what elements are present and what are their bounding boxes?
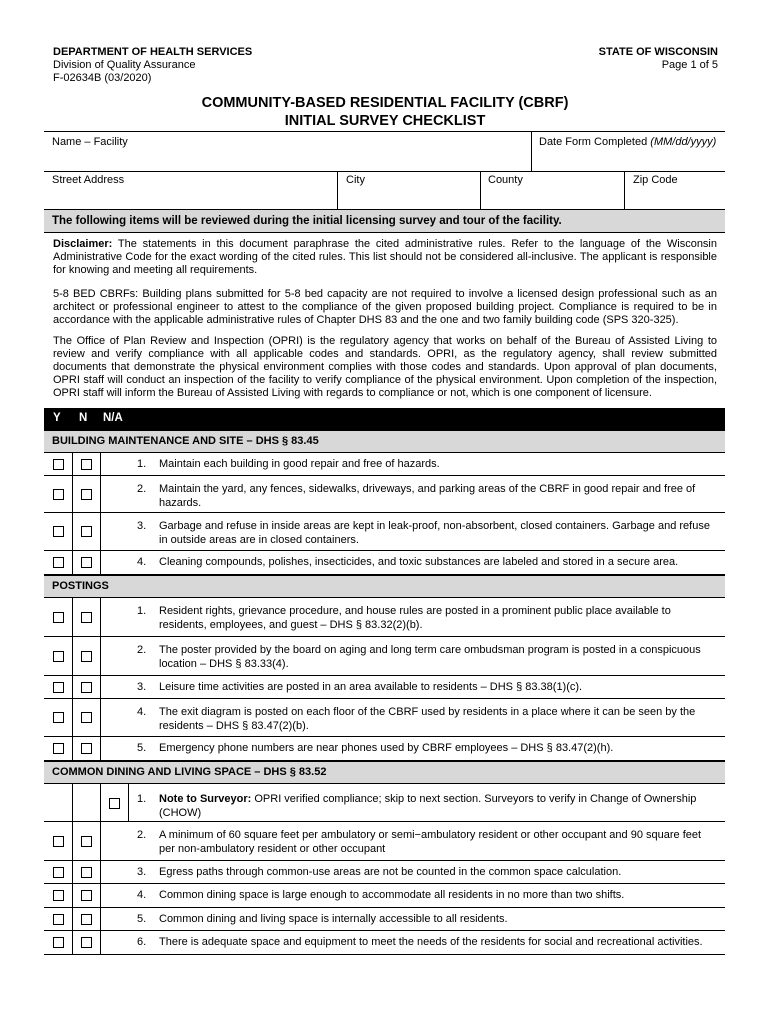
item-number: 5. [137, 742, 147, 754]
section-building: BUILDING MAINTENANCE AND SITE – DHS § 83.45 [44, 430, 725, 453]
item-text: Common dining and living space is internally accessible to all residents. [159, 913, 508, 925]
item-number: 6. [137, 936, 147, 948]
disclaimer-text: The statements in this document paraphrase the cited administrative rules. Refer to the language of the Wisconsin Administrative Code for the exact wording of the cited rules. This list should not be considered all-inclusive. The applicant is responsible for knowing and meeting all requirements. [53, 238, 717, 276]
yes-checkbox[interactable] [53, 489, 64, 500]
title-line-1: COMMUNITY-BASED RESIDENTIAL FACILITY (CBRF) [201, 95, 569, 111]
yes-checkbox[interactable] [53, 459, 64, 470]
date-completed-field[interactable] [539, 136, 716, 149]
note-label: Note to Surveyor: [159, 793, 252, 805]
zip-code-field[interactable]: Zip Code [633, 174, 678, 186]
item-number: 2. [137, 829, 147, 841]
item-text: Maintain each building in good repair and free of hazards. [159, 458, 440, 470]
county-field[interactable]: County [488, 174, 523, 186]
checklist-row [44, 453, 725, 476]
item-text: Cleaning compounds, polishes, insecticides, and toxic substances are labeled and stored in a secure area. [159, 556, 679, 568]
no-checkbox[interactable] [81, 867, 92, 878]
na-checkbox[interactable] [109, 798, 120, 809]
no-checkbox[interactable] [81, 459, 92, 470]
no-checkbox[interactable] [81, 489, 92, 500]
section-dining: COMMON DINING AND LIVING SPACE – DHS § 83.52 [44, 761, 725, 784]
plans-paragraph: 5-8 BED CBRFs: Building plans submitted for 5-8 bed capacity are not required to involve a licensed design professional such as an architect or professional engineer to attest to the compliance of the given proposed building project. Compliance is required to be in accordance with the applicable administrative rules of Chapter DHS 83 and the one and two family building code (SPS 320-325). [53, 288, 717, 326]
opri-paragraph: The Office of Plan Review and Inspection (OPRI) is the regulatory agency that works on behalf of the Bureau of Assisted Living to review and verify compliance with all applicable codes and standards. OPRI, as the regulatory agency, shall review submitted documents that demonstrate the physical environment complies with those codes and standards. Upon approval of plan documents, OPRI staff will conduct an inspection of the facility to verify compliance of the physical environment. Upon completion of the inspection, OPRI staff will inform the Bureau of Assisted Living with regards to compliance or not, which is one component of licensure. [53, 335, 717, 399]
checklist-row [44, 513, 725, 551]
yes-checkbox[interactable] [53, 937, 64, 948]
yes-checkbox[interactable] [53, 526, 64, 537]
checklist-row [44, 676, 725, 699]
no-checkbox[interactable] [81, 526, 92, 537]
item-text: There is adequate space and equipment to meet the needs of the residents for social and recreational activities. [159, 936, 703, 948]
yes-checkbox[interactable] [53, 682, 64, 693]
item-text: Garbage and refuse in inside areas are kept in leak-proof, non-absorbent, closed containers. Garbage and refuse in outside areas are in closed containers. [159, 520, 710, 546]
checklist-row [44, 861, 725, 884]
item-text: The poster provided by the board on aging and long term care ombudsman program is posted in a conspicuous location – DHS § 83.33(4). [159, 644, 701, 670]
no-checkbox[interactable] [81, 836, 92, 847]
item-number: 1. [137, 458, 147, 470]
street-address-field[interactable]: Street Address [52, 174, 125, 186]
checklist-row [44, 598, 725, 637]
no-checkbox[interactable] [81, 557, 92, 568]
item-number: 2. [137, 483, 147, 495]
item-text: Egress paths through common-use areas are not be counted in the common space calculation. [159, 866, 622, 878]
no-checkbox[interactable] [81, 914, 92, 925]
item-text: The exit diagram is posted on each floor of the CBRF used by residents in a place where it can be seen by the residents – DHS § 83.47(2)(b). [159, 706, 696, 732]
date-completed-label: Date Form Completed [539, 136, 648, 148]
facility-fields [44, 131, 725, 209]
column-y: Y [53, 412, 61, 424]
section-postings: POSTINGS [44, 575, 725, 598]
item-number: 4. [137, 889, 147, 901]
state-name: STATE OF WISCONSIN [598, 46, 718, 58]
item-number: 1. [137, 793, 147, 805]
item-number: 4. [137, 556, 147, 568]
item-number: 3. [137, 866, 147, 878]
note-text: OPRI verified compliance; skip to next section. Surveyors to verify in Change of Ownership (CHOW) [159, 793, 697, 819]
yes-checkbox[interactable] [53, 612, 64, 623]
no-checkbox[interactable] [81, 682, 92, 693]
item-text: Resident rights, grievance procedure, and house rules are posted in a prominent public place available to residents, employees, and guest – DHS § 83.32(2)(b). [159, 605, 671, 631]
no-checkbox[interactable] [81, 890, 92, 901]
date-format-hint: (MM/dd/yyyy) [650, 136, 717, 148]
city-field[interactable]: City [346, 174, 365, 186]
checklist-row [44, 822, 725, 861]
item-text: Emergency phone numbers are near phones used by CBRF employees – DHS § 83.47(2)(h). [159, 742, 614, 754]
yes-checkbox[interactable] [53, 743, 64, 754]
checklist-row [44, 637, 725, 676]
item-text: Leisure time activities are posted in an area available to residents – DHS § 83.38(1)(c). [159, 681, 583, 693]
department-name: DEPARTMENT OF HEALTH SERVICES [53, 46, 253, 58]
name-facility-field[interactable]: Name – Facility [52, 136, 128, 148]
disclaimer-paragraph [53, 238, 717, 277]
checklist-row [44, 884, 725, 908]
no-checkbox[interactable] [81, 612, 92, 623]
checklist-row [44, 784, 725, 822]
yes-checkbox[interactable] [53, 712, 64, 723]
item-text [159, 792, 717, 820]
checklist-row [44, 699, 725, 737]
item-number: 4. [137, 706, 147, 718]
checklist-row [44, 476, 725, 513]
page-title [0, 94, 770, 130]
item-text: Common dining space is large enough to accommodate all residents in no more than two shifts. [159, 889, 625, 901]
page-number: Page 1 of 5 [661, 59, 718, 71]
column-na: N/A [103, 412, 123, 424]
item-number: 2. [137, 644, 147, 656]
checklist-row [44, 931, 725, 955]
yes-checkbox[interactable] [53, 867, 64, 878]
review-note: The following items will be reviewed during the initial licensing survey and tour of the facility. [44, 209, 725, 233]
checklist-row [44, 551, 725, 575]
item-number: 3. [137, 681, 147, 693]
yes-checkbox[interactable] [53, 914, 64, 925]
yes-checkbox[interactable] [53, 651, 64, 662]
column-n: N [79, 412, 88, 424]
no-checkbox[interactable] [81, 937, 92, 948]
title-line-2: INITIAL SURVEY CHECKLIST [284, 113, 486, 129]
item-text: A minimum of 60 square feet per ambulatory or semi−ambulatory resident or other occupant and 90 square feet per non-ambulatory resident or other occupant [159, 829, 702, 855]
checklist-row [44, 908, 725, 931]
disclaimer-label: Disclaimer: [53, 238, 113, 250]
yes-checkbox[interactable] [53, 836, 64, 847]
form-id: F-02634B (03/2020) [53, 72, 152, 84]
checklist-row [44, 737, 725, 761]
column-header-bar [44, 408, 725, 430]
no-checkbox[interactable] [81, 743, 92, 754]
item-number: 1. [137, 605, 147, 617]
item-number: 5. [137, 913, 147, 925]
item-text: Maintain the yard, any fences, sidewalks, driveways, and parking areas of the CBRF in good repair and free of hazards. [159, 483, 696, 509]
yes-checkbox[interactable] [53, 890, 64, 901]
no-checkbox[interactable] [81, 712, 92, 723]
no-checkbox[interactable] [81, 651, 92, 662]
item-number: 3. [137, 520, 147, 532]
yes-checkbox[interactable] [53, 557, 64, 568]
division-name: Division of Quality Assurance [53, 59, 196, 71]
